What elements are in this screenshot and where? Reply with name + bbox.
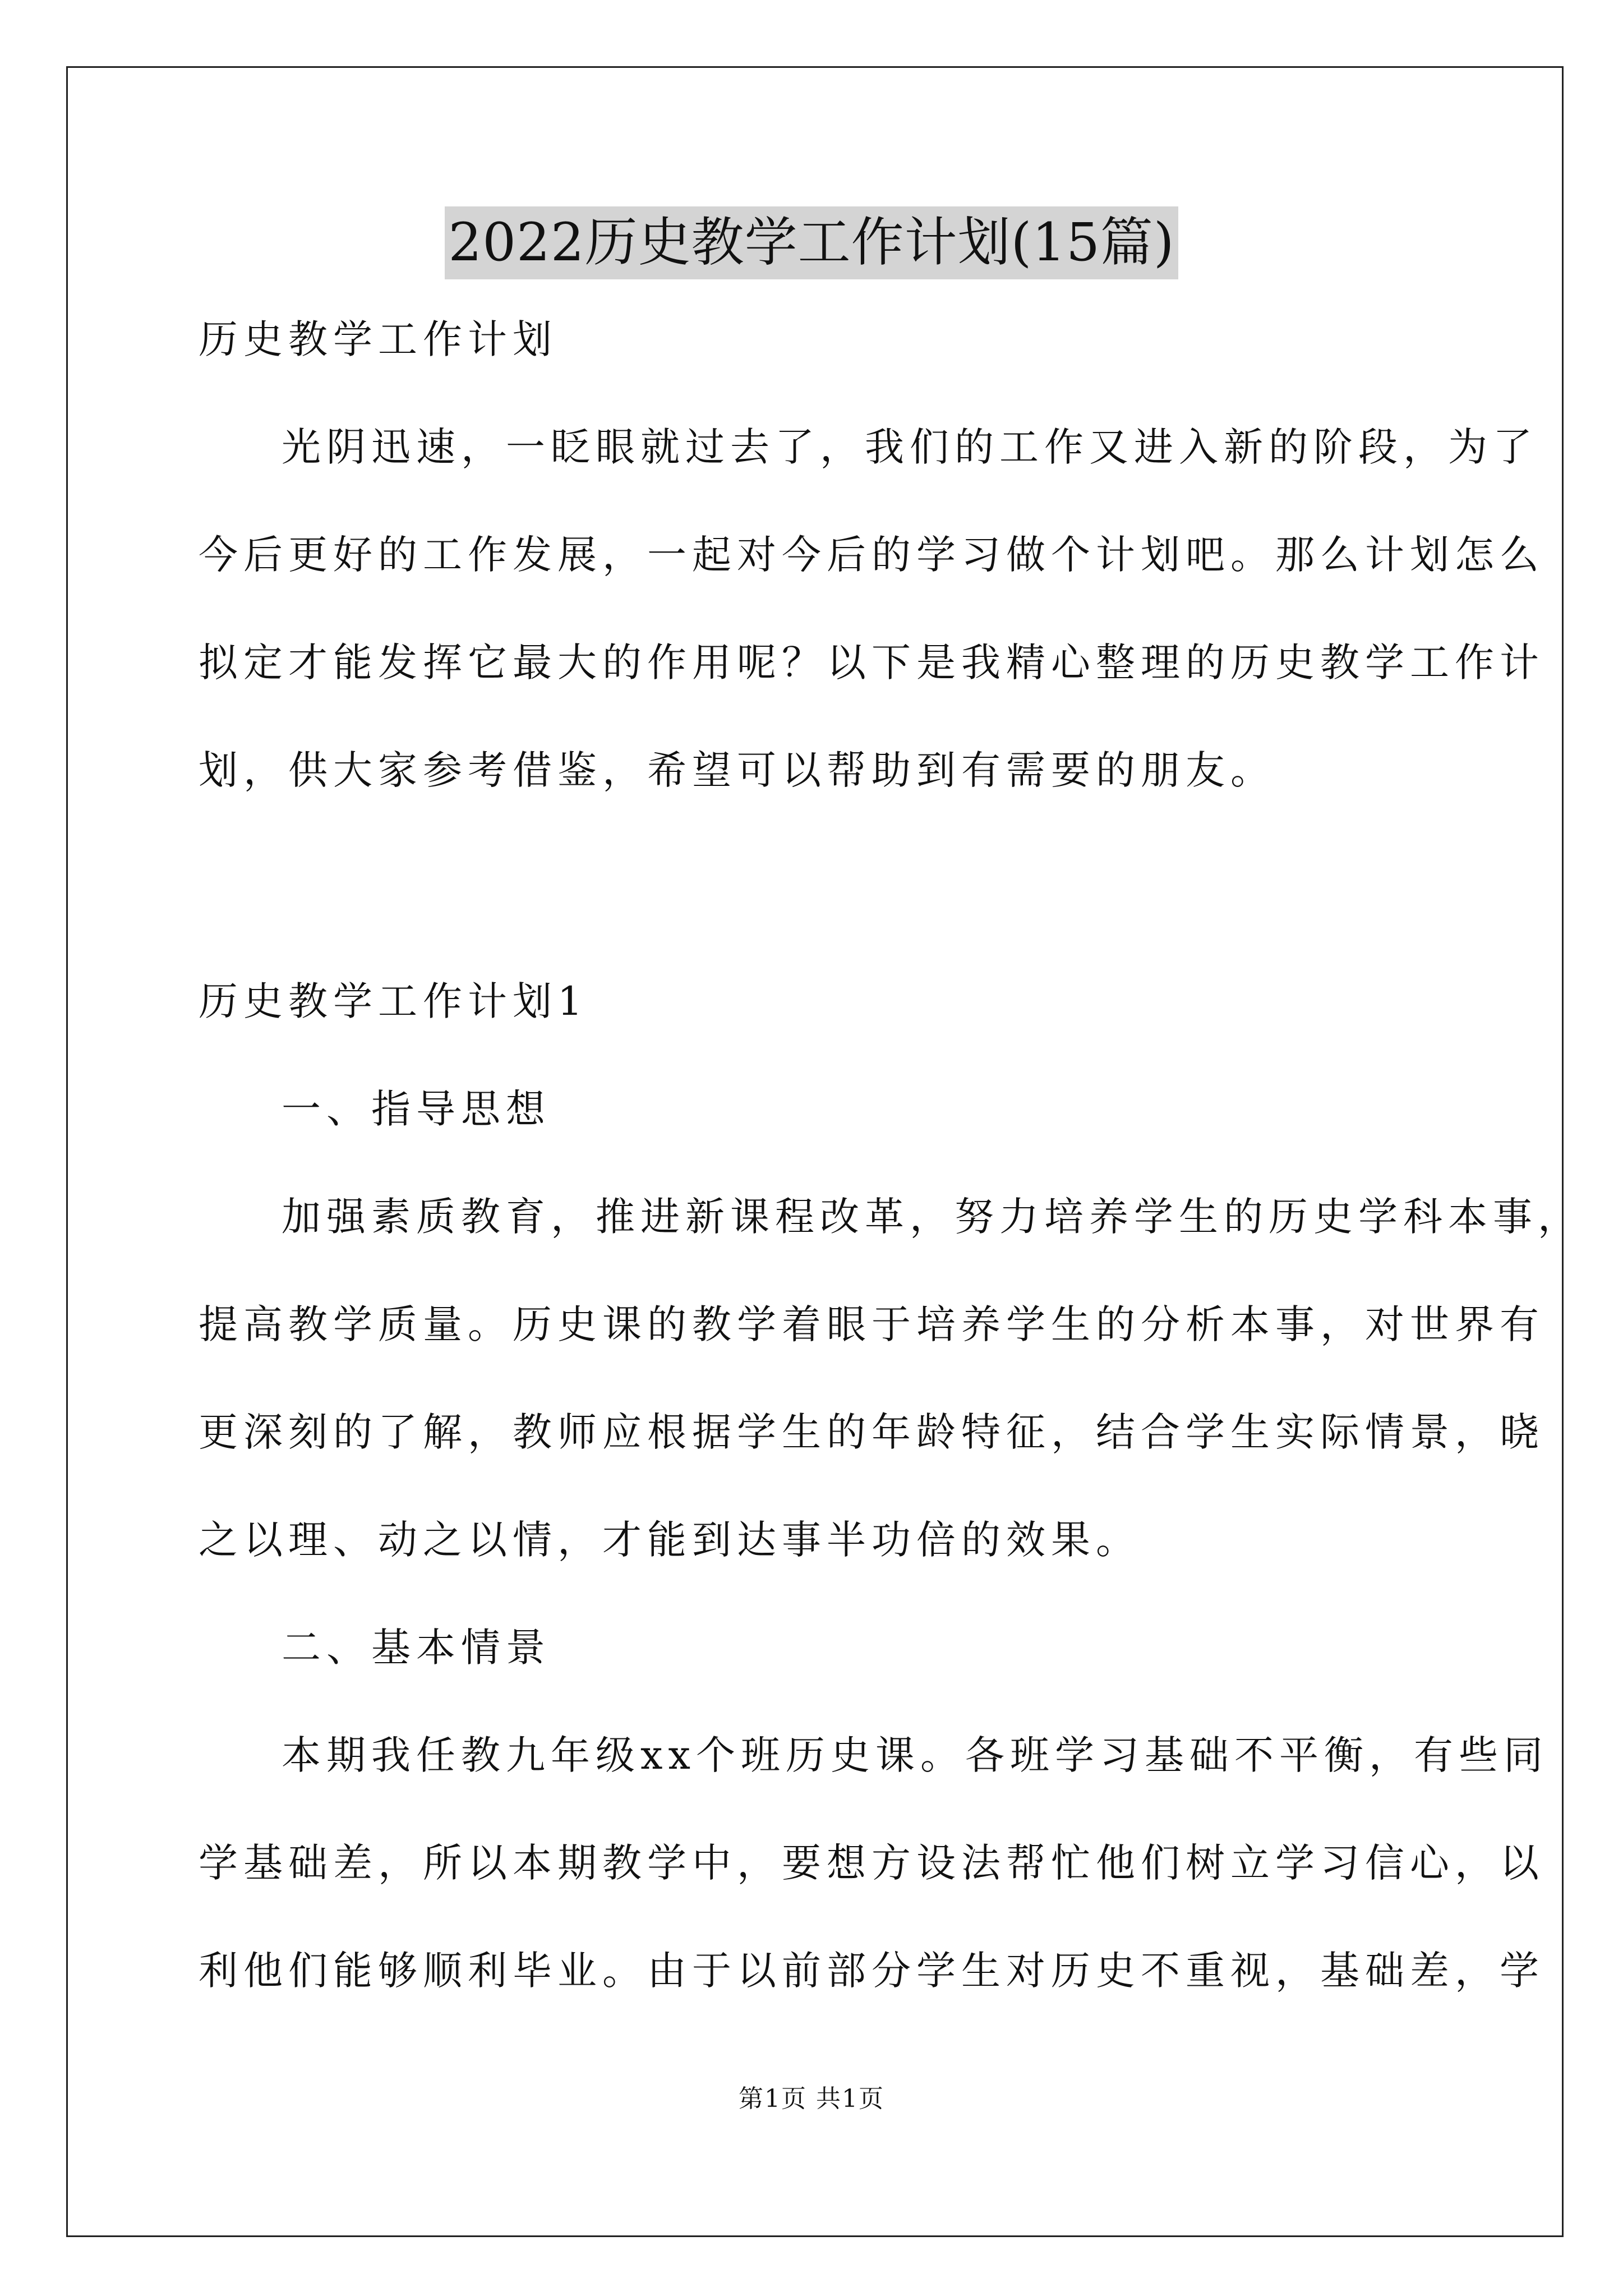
paragraph-line: 拟定才能发挥它最大的作用呢？以下是我精心整理的历史教学工作计 [199,639,1544,685]
paragraph-line: 本期我任教九年级xx个班历史课。各班学习基础不平衡，有些同 [282,1732,1548,1778]
subheading-basic-situation: 二、基本情景 [282,1625,551,1671]
title-container [0,206,1623,279]
paragraph-line: 更深刻的了解，教师应根据学生的年龄特征，结合学生实际情景，晓 [199,1409,1544,1455]
page-footer: 第1页 共1页 [739,2085,884,2113]
paragraph-line: 今后更好的工作发展，一起对今后的学习做个计划吧。那么计划怎么 [199,532,1544,578]
document-title: 2022历史教学工作计划(15篇) [445,206,1178,279]
section-heading-intro: 历史教学工作计划 [199,316,557,362]
page-border [66,66,1564,2237]
subheading-guiding-ideology: 一、指导思想 [282,1086,551,1132]
paragraph-line: 利他们能够顺利毕业。由于以前部分学生对历史不重视，基础差，学 [199,1948,1544,1994]
paragraph-line: 加强素质教育，推进新课程改革，努力培养学生的历史学科本事， [282,1194,1583,1240]
paragraph-line: 划，供大家参考借鉴，希望可以帮助到有需要的朋友。 [199,747,1275,793]
paragraph-line: 光阴迅速，一眨眼就过去了，我们的工作又进入新的阶段，为了 [282,424,1538,470]
section-heading-plan-1: 历史教学工作计划1 [199,978,588,1024]
paragraph-line: 提高教学质量。历史课的教学着眼于培养学生的分析本事，对世界有 [199,1301,1544,1347]
paragraph-line: 之以理、动之以情，才能到达事半功倍的效果。 [199,1517,1141,1563]
paragraph-line: 学基础差，所以本期教学中，要想方设法帮忙他们树立学习信心，以 [199,1840,1544,1886]
